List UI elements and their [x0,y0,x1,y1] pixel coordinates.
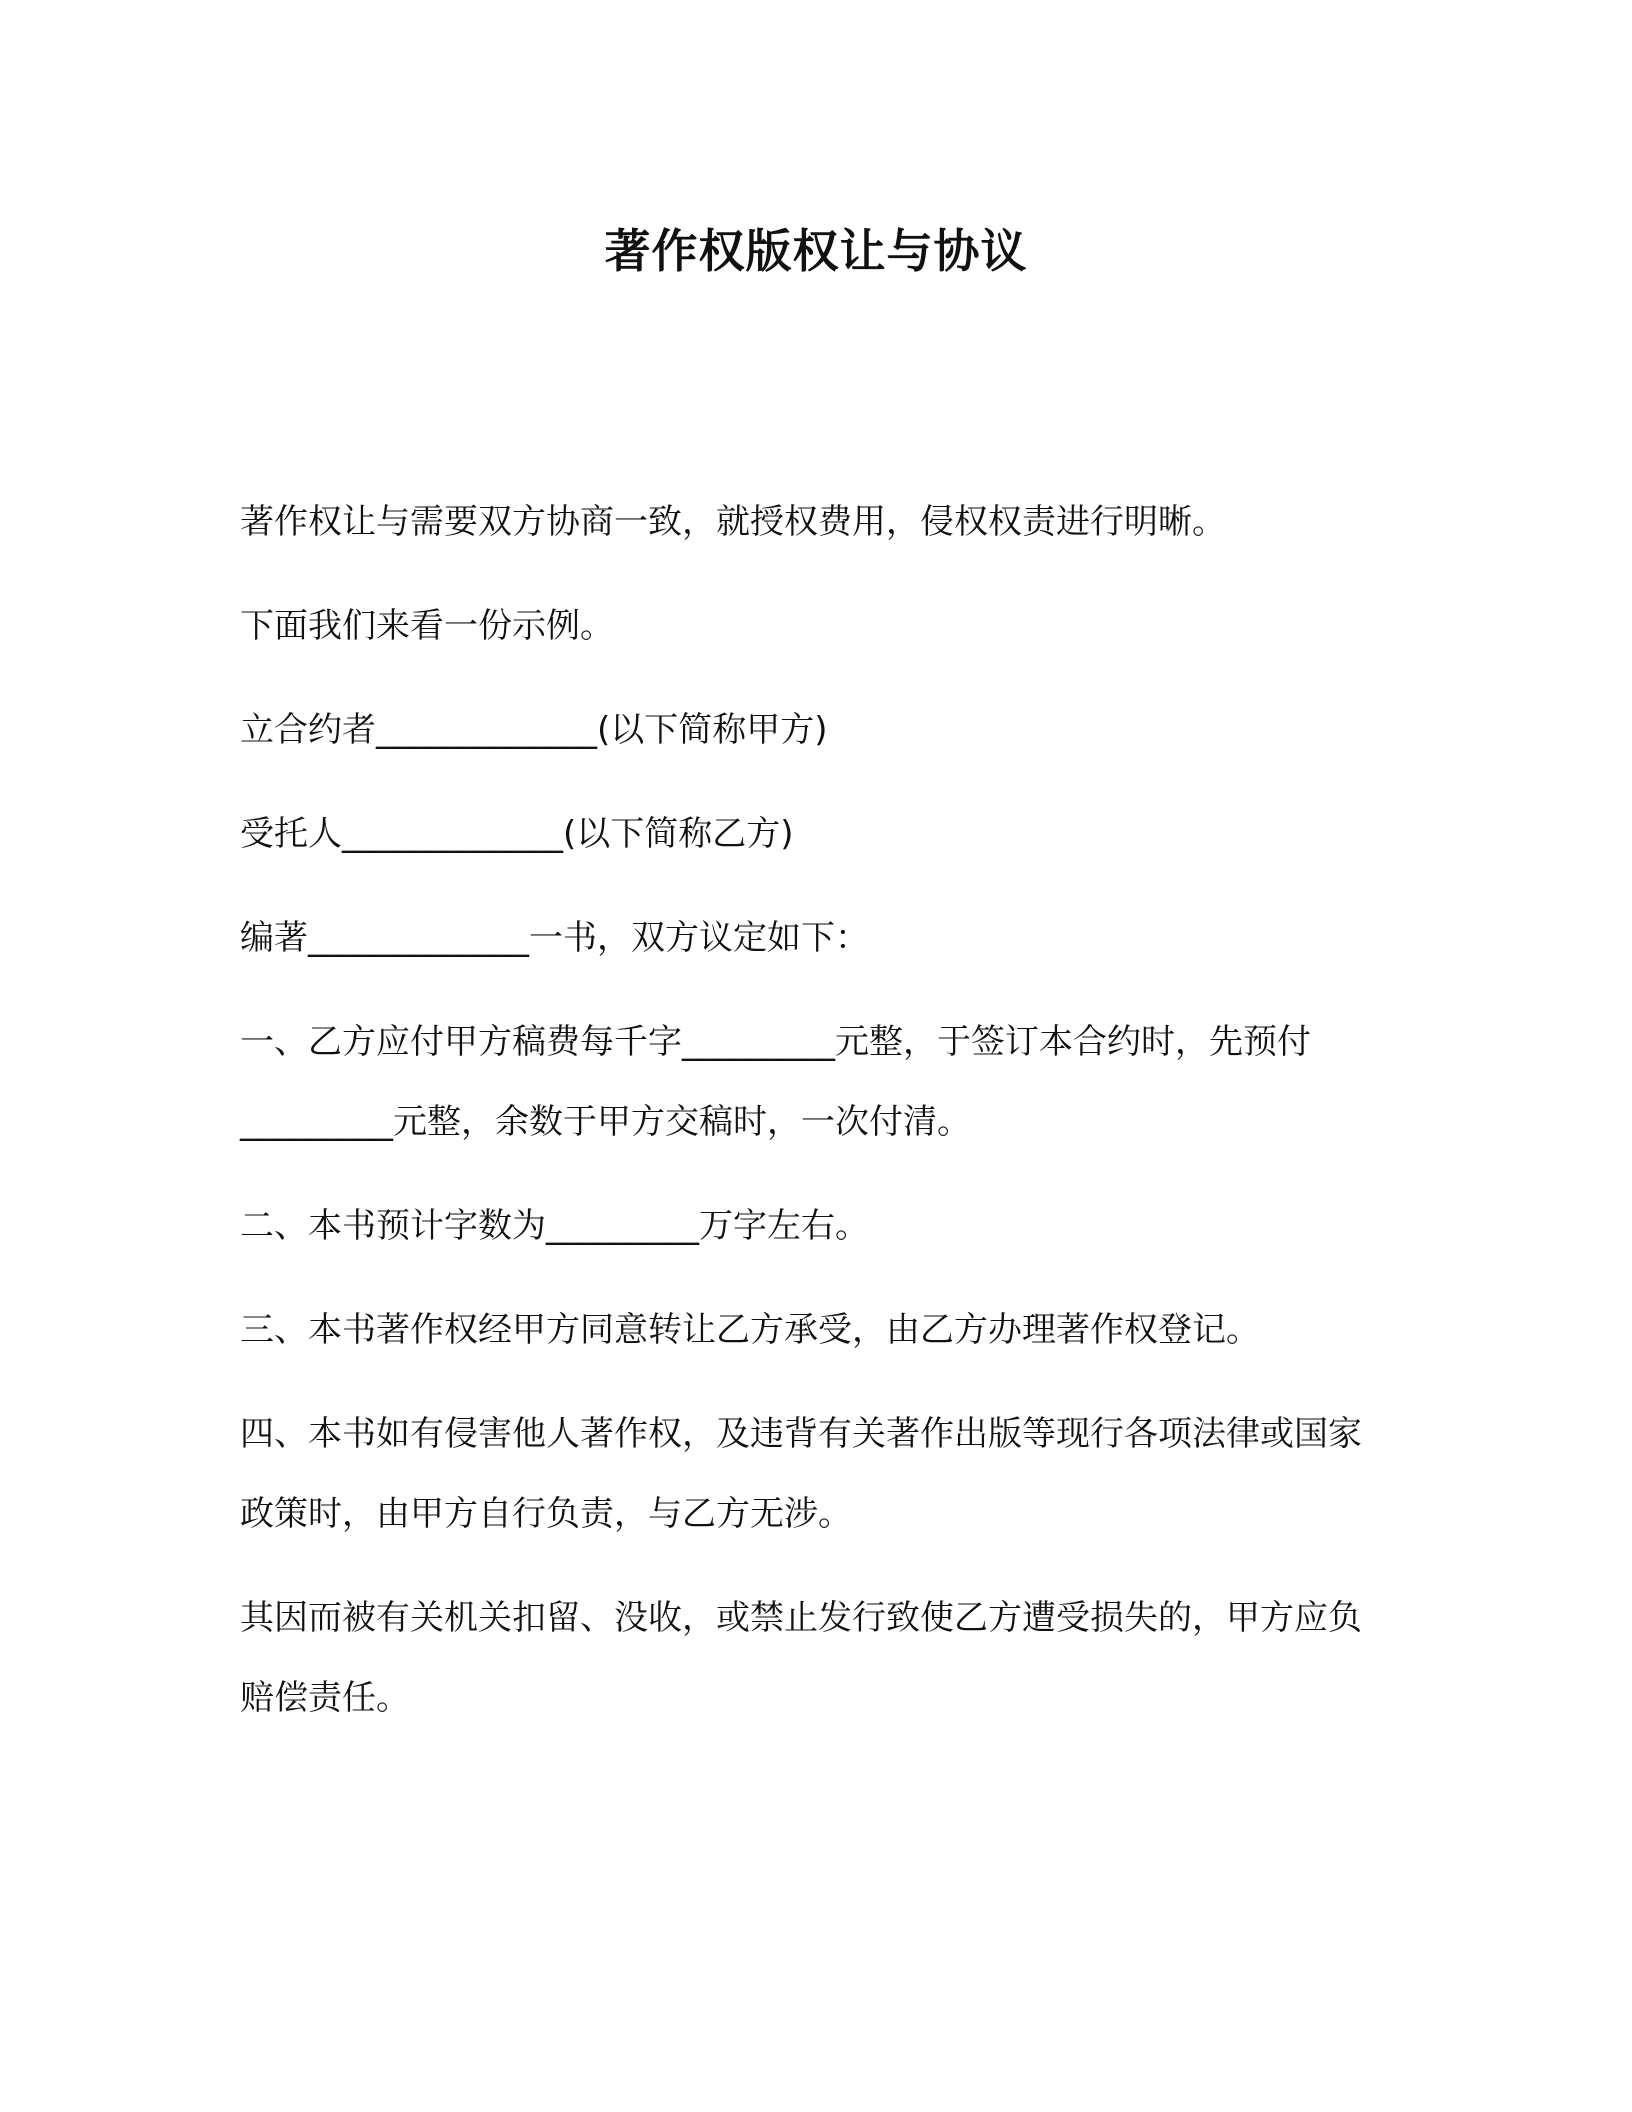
party-b-line: 受托人_____________(以下简称乙方) [240,814,794,854]
party-a-line: 立合约者_____________(以下简称甲方) [240,710,828,750]
example-intro-paragraph: 下面我们来看一份示例。 [240,606,614,646]
document-body [240,496,1390,1776]
document-title: 著作权版权让与协议 [604,224,1028,278]
clause-3: 三、本书著作权经甲方同意转让乙方承受，由乙方办理著作权登记。 [240,1310,1260,1350]
clause-4-liability: 其因而被有关机关扣留、没收，或禁止发行致使乙方遭受损失的，甲方应负赔偿责任。 [240,1598,1362,1718]
clause-2: 二、本书预计字数为_________万字左右。 [240,1206,869,1246]
book-title-line: 编著_____________一书，双方议定如下： [240,918,869,958]
intro-paragraph: 著作权让与需要双方协商一致，就授权费用，侵权权责进行明晰。 [240,502,1226,542]
clause-1: 一、乙方应付甲方稿费每千字_________元整，于签订本合约时，先预付_________元整，余数于甲方交稿时，一次付清。 [240,1022,1311,1142]
clause-4: 四、本书如有侵害他人著作权，及违背有关著作出版等现行各项法律或国家政策时，由甲方自行负责，与乙方无涉。 [240,1414,1362,1534]
